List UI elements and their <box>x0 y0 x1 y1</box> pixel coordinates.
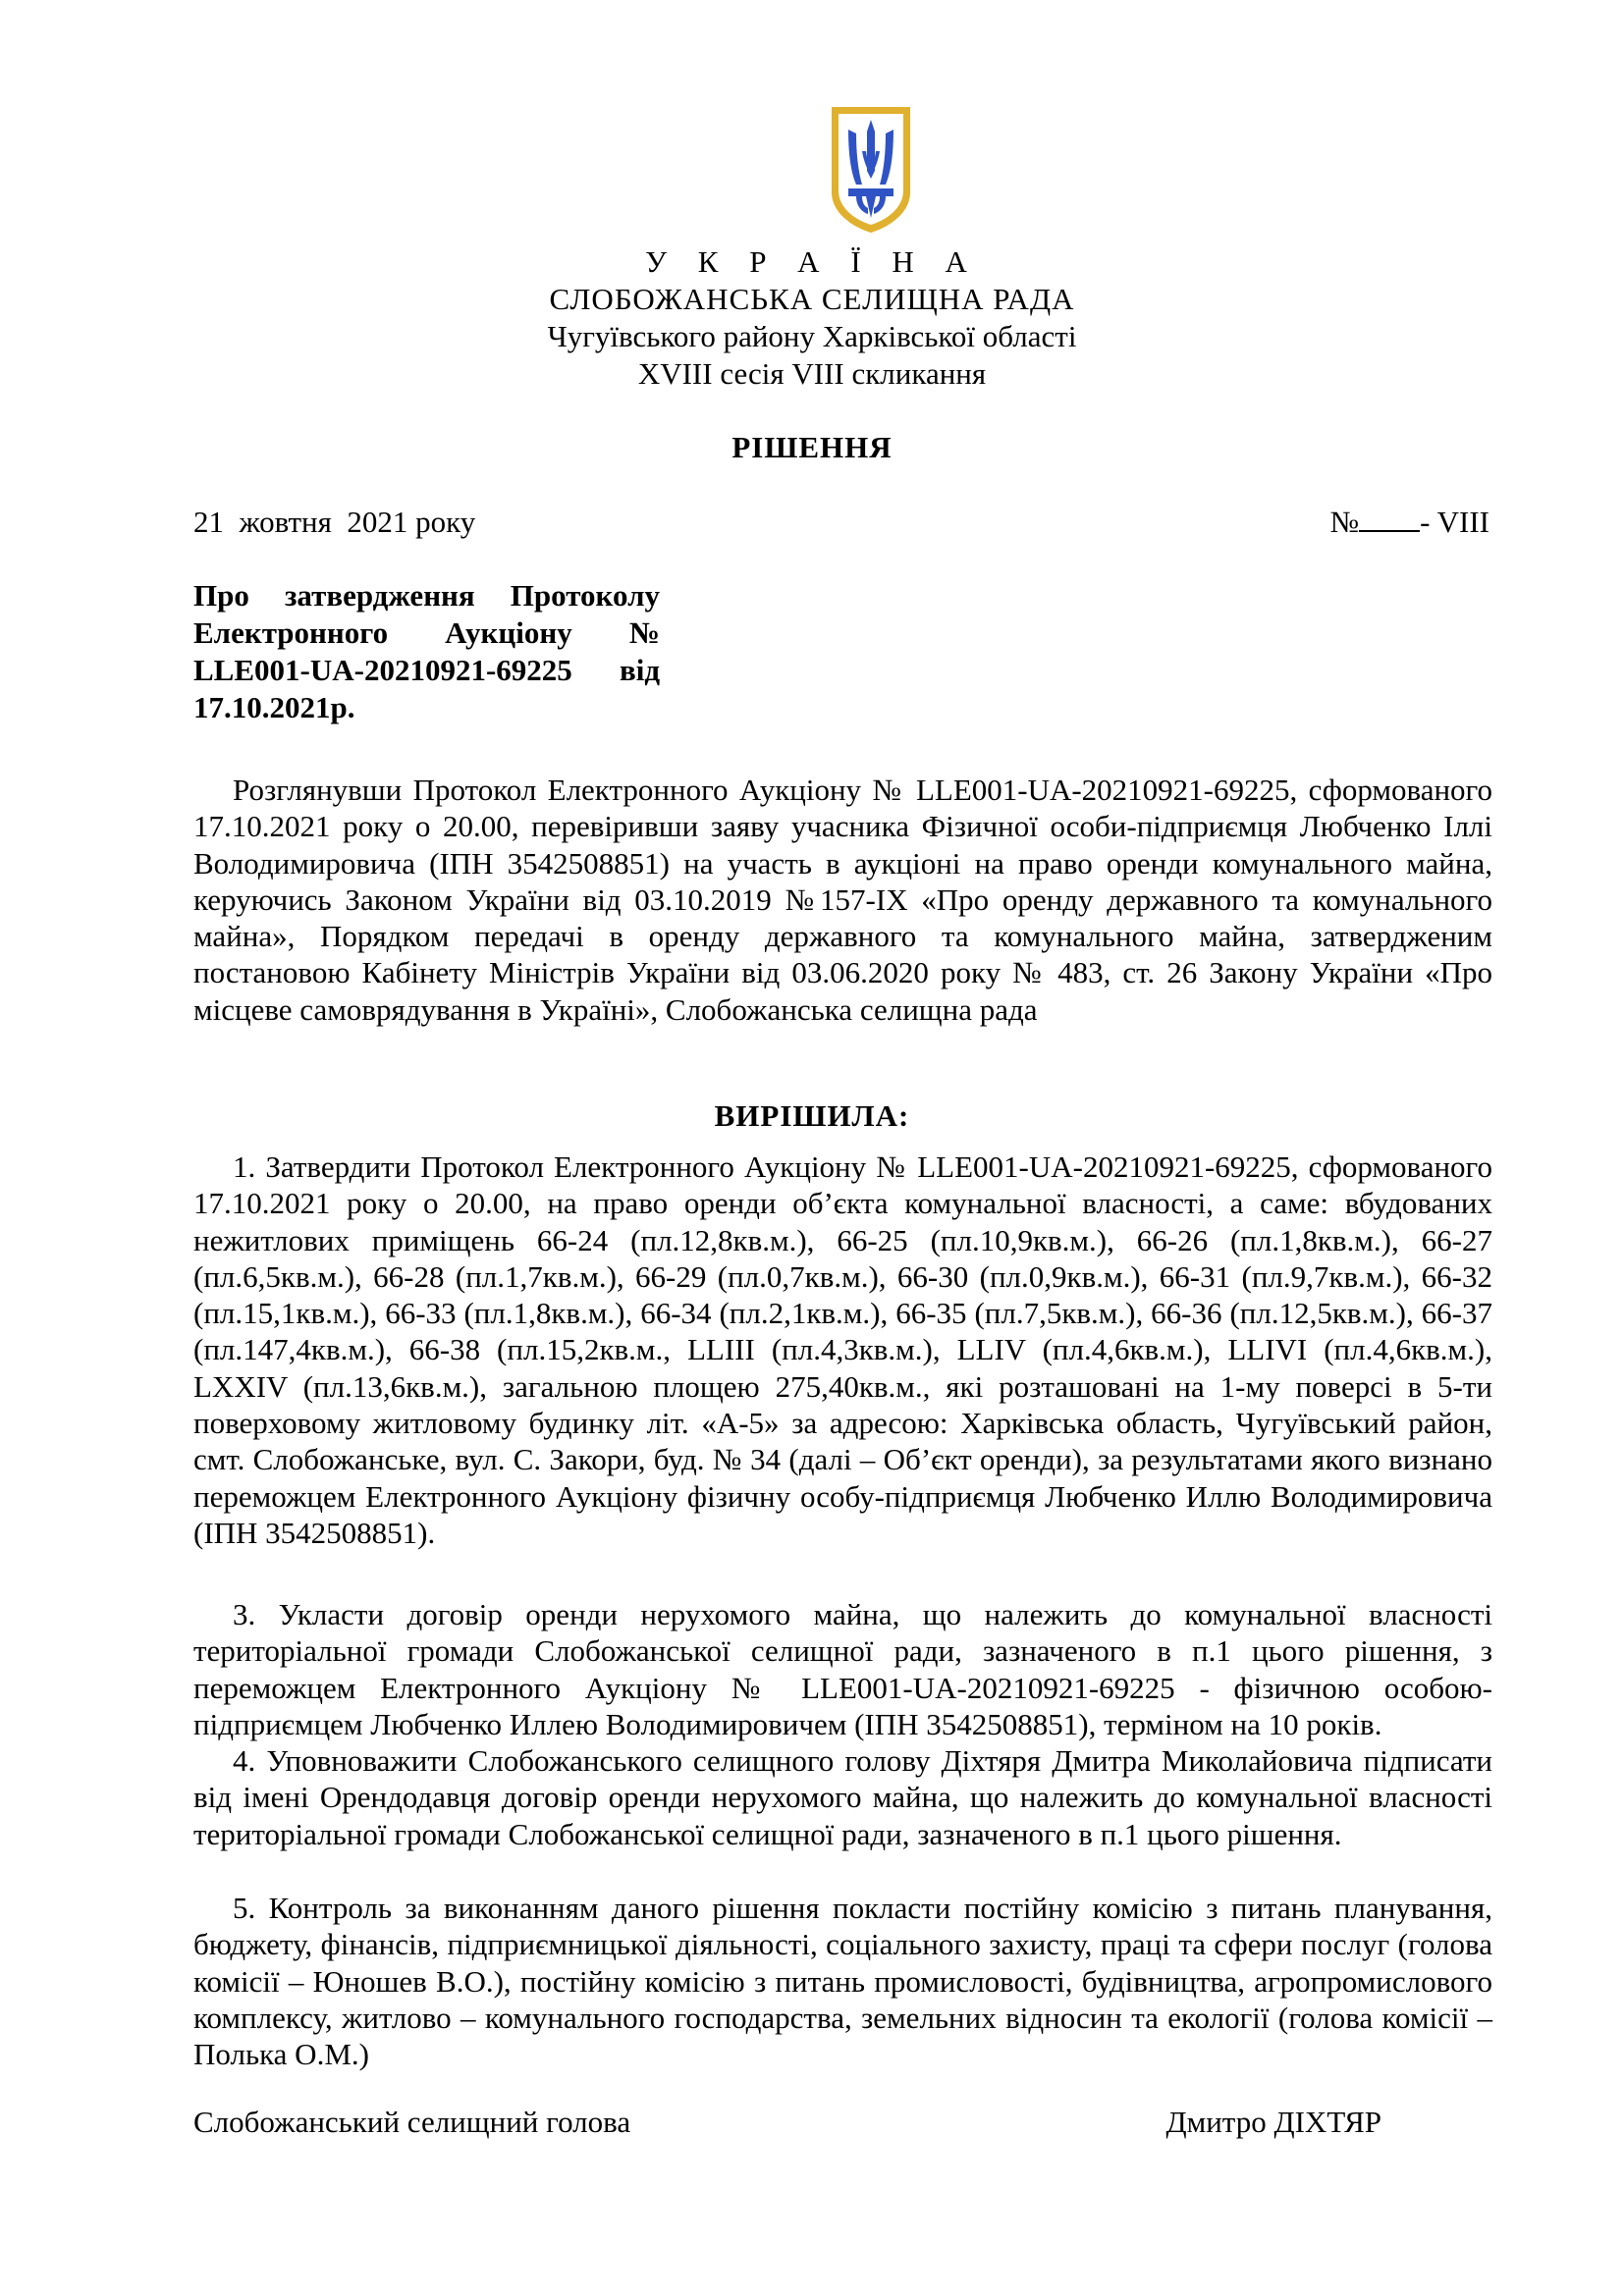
decision-date: 21 жовтня 2021 року <box>193 505 476 539</box>
resolved-heading: ВИРІШИЛА: <box>714 1098 910 1133</box>
signatory-position: Слобожанський селищний голова <box>193 2105 631 2139</box>
resolution-item-1: 1. Затвердити Протокол Електронного Аукціону № LLE001-UA-20210921-69225, сформованого 17.10.2021 року о 20.00, на право оренди об’єкта комунальної власності, а саме: вбудованих нежитлових приміщень 66-24 (пл.12,8кв.м.), 66-25 (пл.10,9кв.м.), 66-26 (пл.1,8кв.м.), 66-27 (пл.6,5кв.м.), 66-28 (пл.1,7кв.м.), 66-29 (пл.0,7кв.м.), 66-30 (пл.0,9кв.м.), 66-31 (пл.9,7кв.м.), 66-32 (пл.15,1кв.м.), 66-33 (пл.1,8кв.м.), 66-34 (пл.2,1кв.м.), 66-35 (пл.7,5кв.м.), 66-36 (пл.12,5кв.м.), 66-37 (пл.147,4кв.м.), 66-38 (пл.15,2кв.м., LLIII (пл.4,3кв.м.), LLIV (пл.4,6кв.м.), LLIVI (пл.4,6кв.м.), LXXIV (пл.13,6кв.м.), загальною площею 275,40кв.м., які розташовані на 1-му поверсі в 5-ти поверховому житловому будинку літ. «А-5» за адресою: Харківська область, Чугуївський район, смт. Слобожанське, вул. С. Закори, буд. № 34 (далі – Об’єкт оренди), за результатами якого визнано переможцем Електронного Аукціону фізичну особу-підприємця Любченко Иллю Володимировича (ІПН 3542508851). <box>193 1149 1492 1550</box>
decision-number <box>1330 503 1489 542</box>
preamble-paragraph: Розглянувши Протокол Електронного Аукціону № LLE001-UA-20210921-69225, сформованого 17.10.2021 року о 20.00, перевіривши заяву учасника Фізичної особи-підприємця Любченко Іллі Володимировича (ІПН 3542508851) на участь в аукціоні на право оренди комунального майна, керуючись Законом України від 03.10.2019 №157-IX «Про оренду державного та комунального майна», Порядком передачі в оренду державного та комунального майна, затвердженим постановою Кабінету Міністрів України від 03.06.2020 року № 483, ст. 26 Закону України «Про місцеве самоврядування в Україні», Слобожанська селищна рада <box>193 773 1492 1027</box>
district-heading: Чугуївського району Харківської області <box>547 319 1077 353</box>
country-heading: У К Р А Ї Н А <box>645 244 979 279</box>
resolution-item-3: 3. Укласти договір оренди нерухомого майна, що належить до комунальної власності територіальної громади Слобожанської селищної ради, зазначеного в п.1 цього рішення, з переможцем Електронного Аукціону № LLE001-UA-20210921-69225 - фізичною особою-підприємцем Любченко Иллею Володимировичем (ІПН 3542508851), терміном на 10 років. <box>193 1597 1492 1741</box>
subject-line-2: Електронного Аукціону № <box>193 615 660 650</box>
subject-line-1: Про затвердження Протоколу <box>193 578 660 613</box>
signatory-name: Дмитро ДІХТЯР <box>1165 2105 1381 2139</box>
date-number-line <box>193 503 1489 542</box>
session-heading: XVIII сесія VIII скликання <box>637 356 987 391</box>
document-title: РІШЕННЯ <box>731 430 893 464</box>
coat-of-arms-icon <box>827 102 915 236</box>
signature-block <box>193 2103 1381 2142</box>
number-blank <box>1359 505 1420 532</box>
resolution-item-4: 4. Уповноважити Слобожанського селищного голову Діхтяря Дмитра Миколайовича підписати від імені Орендодавця договір оренди нерухомого майна, що належить до комунальної власності територіальної громади Слобожанської селищної ради, зазначеного в п.1 цього рішення. <box>193 1743 1492 1851</box>
number-prefix: № <box>1329 505 1360 539</box>
subject-line-4: 17.10.2021р. <box>193 690 355 724</box>
council-heading: СЛОБОЖАНСЬКА СЕЛИЩНА РАДА <box>549 282 1075 316</box>
resolution-item-5: 5. Контроль за виконанням даного рішення покласти постійну комісію з питань планування, бюджету, фінансів, підприємницької діяльності, соціального захисту, праці та сфери послуг (голова комісії – Юношев В.О.), постійну комісію з питань промисловості, будівництва, агропромислового комплексу, житлово – комунального господарства, земельних відносин та екології (голова комісії – Полька О.М.) <box>193 1891 1492 2072</box>
subject-line-3: LLE001-UA-20210921-69225 від <box>193 653 660 687</box>
decision-subject <box>193 577 660 726</box>
number-suffix: - VIII <box>1420 505 1489 539</box>
